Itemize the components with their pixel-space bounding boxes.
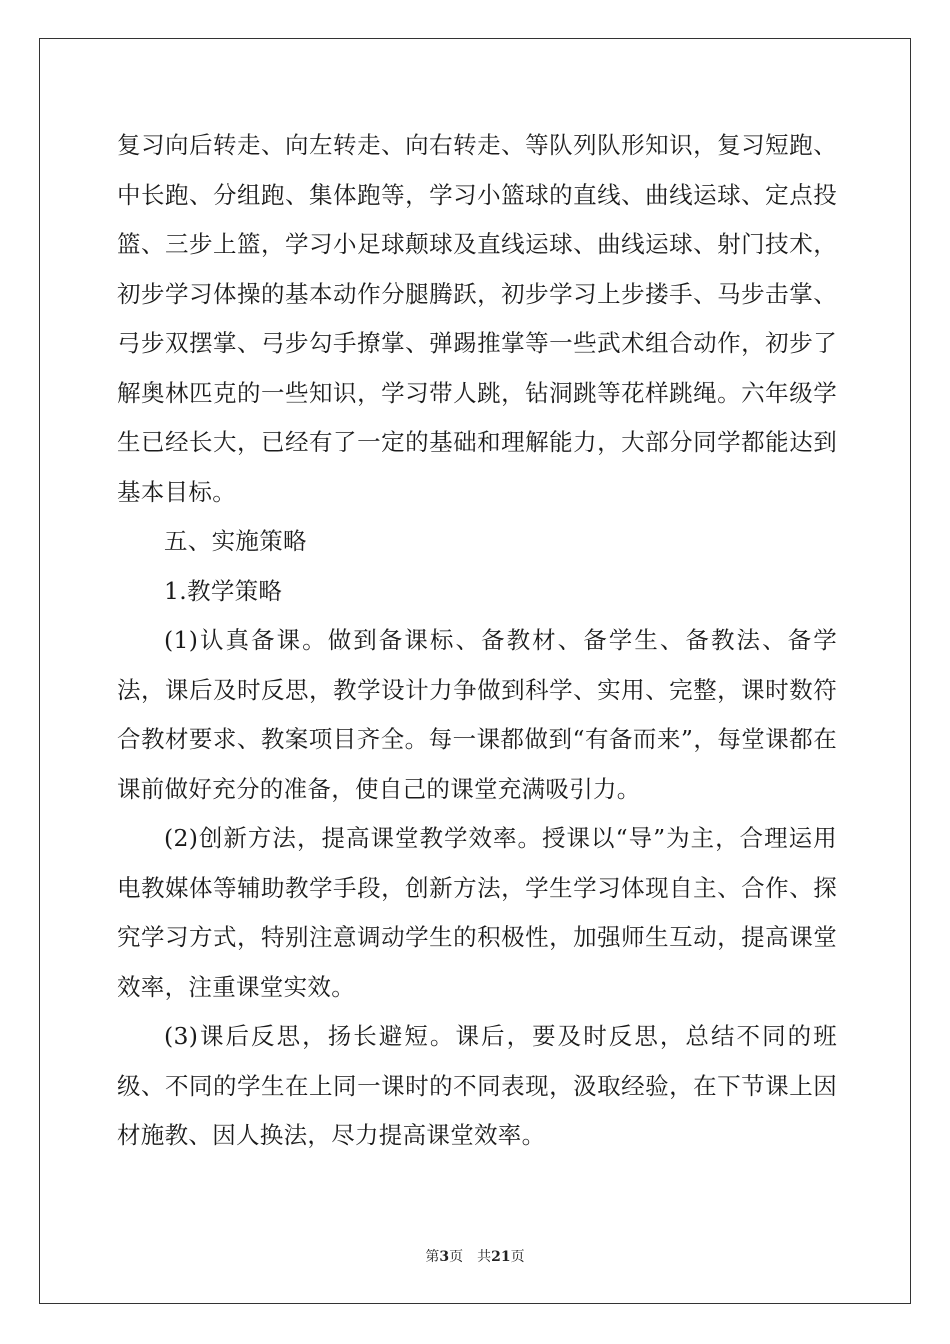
paragraph-innovative-methods: (2)创新方法，提高课堂教学效率。授课以“导”为主，合理运用电教媒体等辅助教学手段，创新方法，学生学习体现自主、合作、探究学习方式，特别注意调动学生的积极性，加强师生互动，提高课堂效率，注重课堂实效。: [117, 824, 837, 1001]
page-prefix: 第: [425, 1249, 440, 1265]
page-suffix: 页: [449, 1249, 464, 1265]
heading-implementation-strategy: 五、实施策略: [164, 527, 307, 555]
paragraph-post-class-reflection: (3)课后反思，扬长避短。课后，要及时反思，总结不同的班级、不同的学生在上同一课时的不同表现，汲取经验，在下节课上因材施教、因人换法，尽力提高课堂效率。: [117, 1022, 837, 1149]
paragraph-lesson-preparation: (1)认真备课。做到备课标、备教材、备学生、备教法、备学法，课后及时反思，教学设计力争做到科学、实用、完整，课时数符合教材要求、教案项目齐全。每一课都做到“有备而来”，每堂课都在课前做好充分的准备，使自己的课堂充满吸引力。: [117, 626, 837, 803]
total-suffix: 页: [510, 1249, 525, 1265]
page-number: 3: [439, 1249, 450, 1265]
total-pages: 21: [491, 1249, 511, 1265]
paragraph-curriculum-summary: 复习向后转走、向左转走、向右转走、等队列队形知识，复习短跑、中长跑、分组跑、集体跑等，学习小篮球的直线、曲线运球、定点投篮、三步上篮，学习小足球颠球及直线运球、曲线运球、射门技术，初步学习体操的基本动作分腿腾跃，初步学习上步搂手、马步击掌、弓步双摆掌、弓步勾手撩掌、弹踢推掌等一些武术组合动作，初步了解奥林匹克的一些知识，学习带人跳，钻洞跳等花样跳绳。六年级学生已经长大，已经有了一定的基础和理解能力，大部分同学都能达到基本目标。: [117, 131, 837, 506]
heading-teaching-strategy: 1.教学策略: [164, 576, 283, 605]
document-body: [117, 121, 837, 1161]
total-prefix: 共: [477, 1249, 492, 1265]
page-footer: [0, 1246, 950, 1266]
